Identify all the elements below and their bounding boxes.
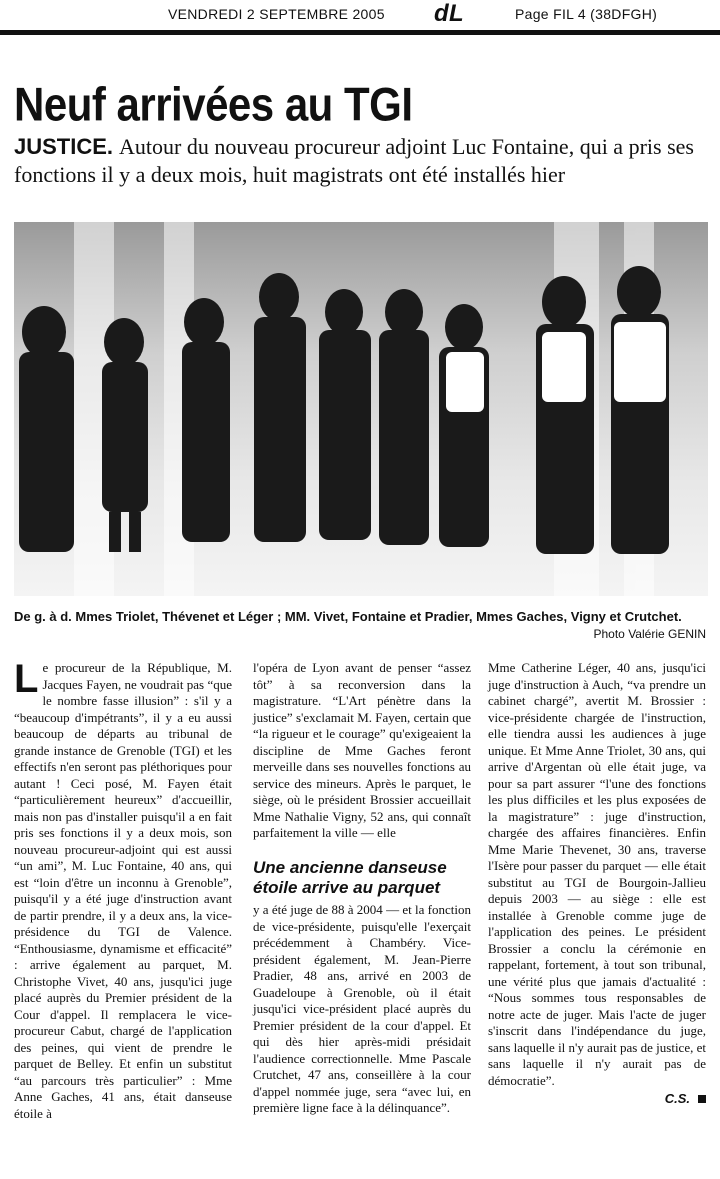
end-mark-icon: [698, 1095, 706, 1103]
column-1-text: e procureur de la République, M. Jacques Fayen, ne voudrait pas “que le nombre fasse illusion” : s'il y a “beaucoup d'impétrants”, il y a eu aussi beaucoup de départs au tribunal de grande instance de Grenoble (TGI) et les effectifs n'en seront pas pléthoriques pour autant ! Ceci posé, M. Fayen était “particulièrement heureux” d'accueillir, mais non pas d'installer puisqu'il a en fait pris ses fonctions il y a deux mois, son nouveau procureur-adjoint qui est aussi “un ami”, M. Luc Fontaine, 40 ans, qui est “loin d'être un inconnu à Grenoble”, puisqu'il y a été juge d'instruction avant de partir prendre, il y a deux ans, la vice-présidence du TGI de Valence. “Enthousiasme, dynamisme et efficacité” : arrive également au parquet, M. Christophe Vivet, 40 ans, jusqu'ici juge placé auprès du Premier président de la Cour d'appel. Il remplacera le vice-procureur Cabut, chargé de l'application des peines, qui vient de prendre le parquet de Belley. Et enfin un substitut “au parcours très particulier” : Mme Anne Gaches, 41 ans, était danseuse étoile à: [14, 660, 232, 1121]
page-reference: Page FIL 4 (38DFGH): [515, 6, 658, 22]
page-header: [0, 0, 720, 35]
kicker: JUSTICE.: [14, 134, 114, 159]
photo-caption: De g. à d. Mmes Triolet, Thévenet et Léger ; MM. Vivet, Fontaine et Pradier, Mmes Gaches, Vigny et Crutchet.: [14, 609, 682, 624]
article-column-3: [488, 660, 706, 1108]
subheading: Une ancienne danseuse étoile arrive au parquet: [253, 858, 447, 897]
deck: [14, 133, 714, 189]
group-photo: [14, 222, 708, 596]
deck-text: Autour du nouveau procureur adjoint Luc Fontaine, qui a pris ses fonctions il y a deux mois, huit magistrats ont été installés hier: [14, 134, 694, 187]
column-3-text: Mme Catherine Léger, 40 ans, jusqu'ici juge d'instruction à Auch, “va prendre un cabinet chargé”, avertit M. Brossier : vice-présidente chargée de l'instruction, elle tiendra aussi les audiences à juge unique. Et Mme Anne Triolet, 30 ans, qui arrive d'Argentan où elle était juge, va pour sa part assurer “l'une des fonctions les plus difficiles et les plus exposées de la magistrature” : juge d'instruction, chargée des affaires financières. Enfin Mme Marie Thevenet, 30 ans, traverse l'Isère pour passer du parquet — elle était substitut au TGI de Bourgoin-Jallieu depuis 2003 — au siège : elle est installée à Grenoble comme juge de l'application des peines. Le président Brossier a conclu la cérémonie en rappelant, fortement, à tout son tribunal, une vérité plus que jamais d'actualité : “Nous sommes tous responsables de notre acte de juger. Mais l'acte de juger s'inscrit dans l'indépendance du juge, sans laquelle il n'y aurait pas de justice, et sans laquelle il n'y aurait pas de démocratie”.: [488, 660, 706, 1088]
column-2-text-bottom: y a été juge de 88 à 2004 — et la fonction de vice-présidente, puisqu'elle l'exerçait précédemment à Chambéry. Vice-président également, M. Jean-Pierre Pradier, 48 ans, arrivé en 2003 de Guadeloupe à Grenoble, où il était jusqu'ici vice-président placé auprès du Premier président de la cour d'appel. Et qui dès hier après-midi présidait l'audience correctionnelle. Mme Pascale Crutchet, 47 ans, conseillère à la cour d'appel nommée juge, sera “avec lui, en première ligne face à la délinquance”.: [253, 902, 471, 1115]
author-signature: [488, 1091, 706, 1108]
article-column-2-bottom: [253, 902, 471, 1117]
photo-credit: Photo Valérie GENIN: [593, 627, 706, 641]
signature-text: C.S.: [664, 1091, 690, 1106]
issue-date: VENDREDI 2 SEPTEMBRE 2005: [168, 6, 385, 22]
drop-cap: L: [14, 657, 39, 701]
article-column-1: [14, 657, 232, 1122]
headline: Neuf arrivées au TGI: [14, 78, 413, 131]
column-2-text-top: l'opéra de Lyon avant de penser “assez tôt” à sa reconversion dans la magistrature. “L'Art pénètre dans la justice” s'exclamait M. Fayen, certain que “la rigueur et le courage” qu'exigeaient la discipline de Mme Gaches feront merveille dans ses nouvelles fonctions au service des mineurs. Après le parquet, le siège, où le président Brossier accueillait Mme Nathalie Vigny, 52 ans, qui connaît parfaitement la ville — elle: [253, 660, 471, 840]
newspaper-logo: dL: [434, 0, 464, 27]
group-photo-illustration: [14, 222, 708, 596]
article-column-2-top: [253, 660, 471, 842]
